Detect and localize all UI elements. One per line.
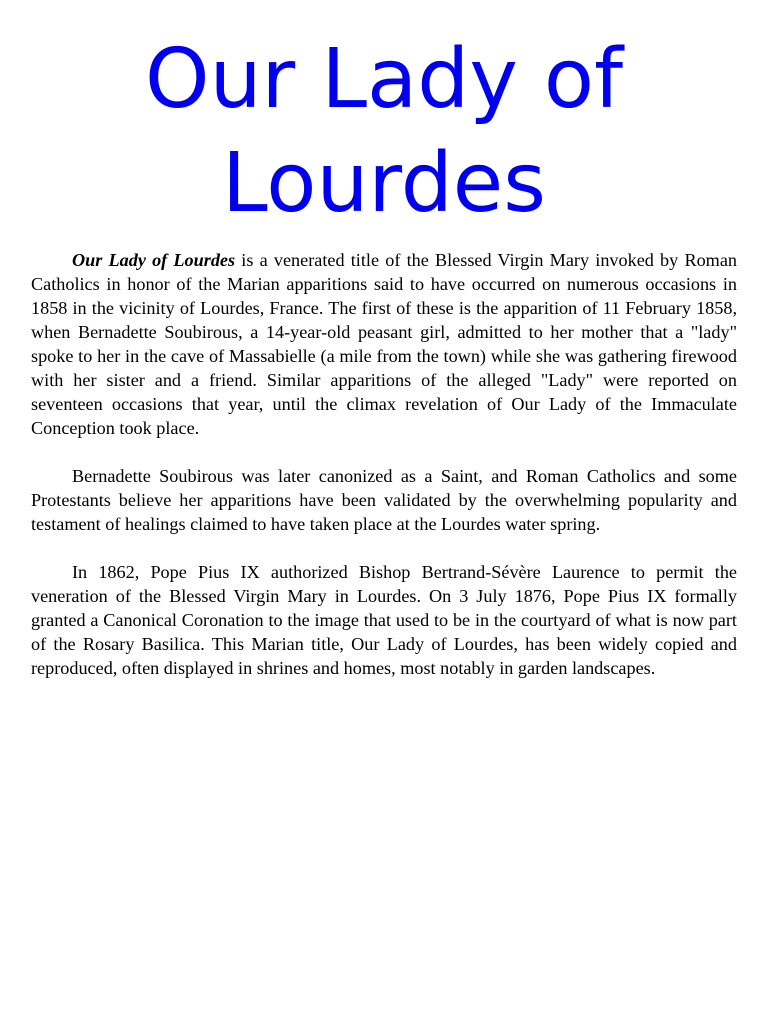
paragraph-2: Bernadette Soubirous was later canonized as a Saint, and Roman Catholics and some Protestants believe her apparitions have been validated by the overwhelming popularity and testament of healings claimed to have taken place at the Lourdes water spring. — [31, 466, 737, 534]
paragraph-3: In 1862, Pope Pius IX authorized Bishop Bertrand-Sévère Laurence to permit the veneration of the Blessed Virgin Mary in Lourdes. On 3 July 1876, Pope Pius IX formally granted a Canonical Coronation to the image that used to be in the courtyard of what is now part of the Rosary Basilica. This Marian title, Our Lady of Lourdes, has been widely copied and reproduced, often displayed in shrines and homes, most notably in garden landscapes. — [31, 562, 737, 678]
page-title: Our Lady of Lourdes — [145, 32, 623, 231]
document-body — [31, 248, 737, 704]
paragraph-1-lead: Our Lady of Lourdes — [72, 250, 236, 270]
paragraph-1 — [31, 248, 737, 440]
paragraph-1-text: is a venerated title of the Blessed Virgin Mary invoked by Roman Catholics in honor of the Marian apparitions said to have occurred on numerous occasions in 1858 in the vicinity of Lourdes, France. The first of these is the apparition of 11 February 1858, when Bernadette Soubirous, a 14-year-old peasant girl, admitted to her mother that a "lady" spoke to her in the cave of Massabielle (a mile from the town) while she was gathering firewood with her sister and a friend. Similar apparitions of the alleged "Lady" were reported on seventeen occasions that year, until the climax revelation of Our Lady of the Immaculate Conception took place. — [31, 250, 737, 438]
